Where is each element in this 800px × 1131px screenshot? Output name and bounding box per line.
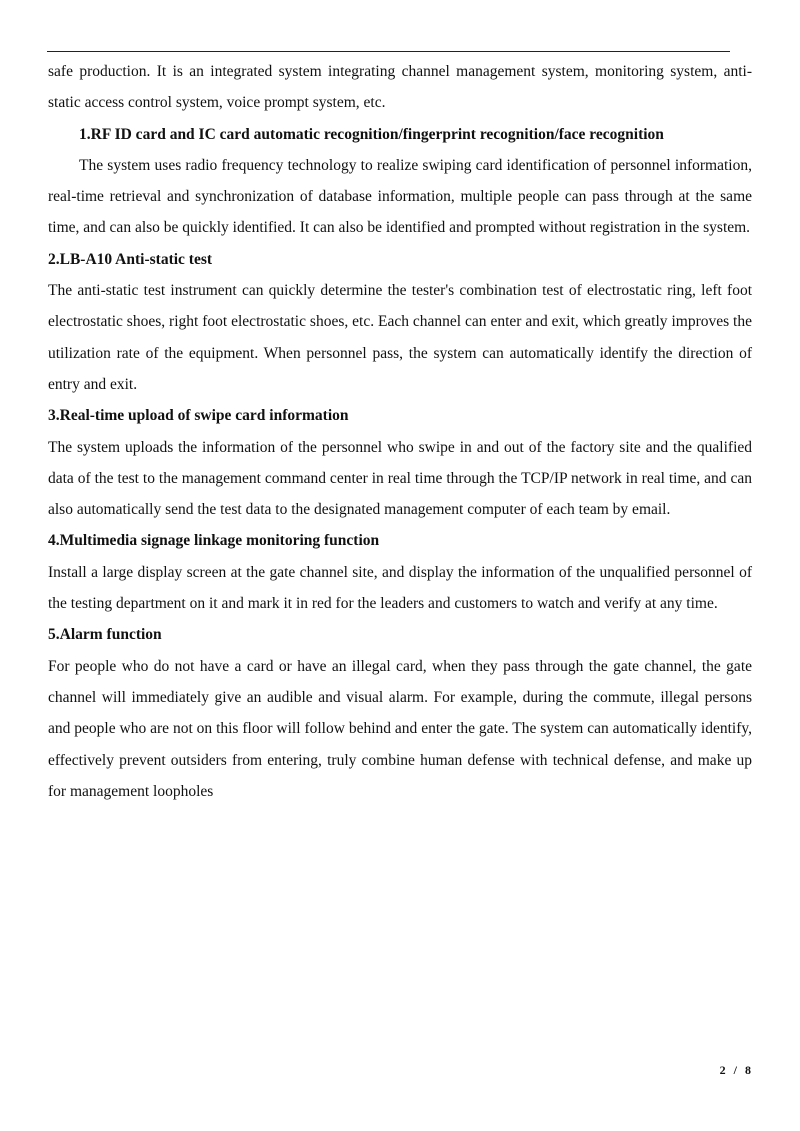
section-body-rfid: The system uses radio frequency technology to realize swiping card identification of personnel information, real-time retrieval and synchronization of database information, multiple people can pass through at the same time, and can also be quickly identified. It can also be identified and prompted without registration in the system. bbox=[48, 156, 752, 237]
intro-paragraph: safe production. It is an integrated system integrating channel management system, monitoring system, anti-static access control system, voice prompt system, etc. bbox=[48, 63, 752, 112]
section-heading-anti-static: 2.LB-A10 Anti-static test bbox=[48, 250, 213, 268]
section-heading-upload: 3.Real-time upload of swipe card information bbox=[48, 407, 349, 425]
page-number: 2 / 8 bbox=[719, 1063, 752, 1077]
section-body-signage: Install a large display screen at the gate channel site, and display the information of the unqualified personnel of the testing department on it and mark it in red for the leaders and customers to watch and verify at any time. bbox=[48, 563, 752, 613]
section-heading-alarm: 5.Alarm function bbox=[48, 626, 162, 644]
section-heading-signage: 4.Multimedia signage linkage monitoring function bbox=[48, 532, 380, 550]
header-rule bbox=[47, 51, 730, 52]
section-heading-rfid: 1.RF ID card and IC card automatic recognition/fingerprint recognition/face recognition bbox=[79, 125, 664, 143]
section-body-anti-static: The anti-static test instrument can quickly determine the tester's combination test of electrostatic ring, left foot electrostatic shoes, right foot electrostatic shoes, etc. Each channel can enter and exit, which greatly improves the utilization rate of the equipment. When personnel pass, the system can automatically identify the direction of entry and exit. bbox=[48, 282, 752, 393]
section-body-alarm: For people who do not have a card or have an illegal card, when they pass through the gate channel, the gate channel will immediately give an audible and visual alarm. For example, during the commute, illegal persons and people who are not on this floor will follow behind and enter the gate. The system can automatically identify, effectively prevent outsiders from entering, truly combine human defense with technical defense, and make up for management loopholes bbox=[48, 657, 752, 800]
section-body-upload: The system uploads the information of the personnel who swipe in and out of the factory site and the qualified data of the test to the management command center in real time through the TCP/IP network in real time, and can also automatically send the test data to the designated management computer of each team by email. bbox=[48, 438, 752, 519]
document-body bbox=[48, 56, 752, 807]
